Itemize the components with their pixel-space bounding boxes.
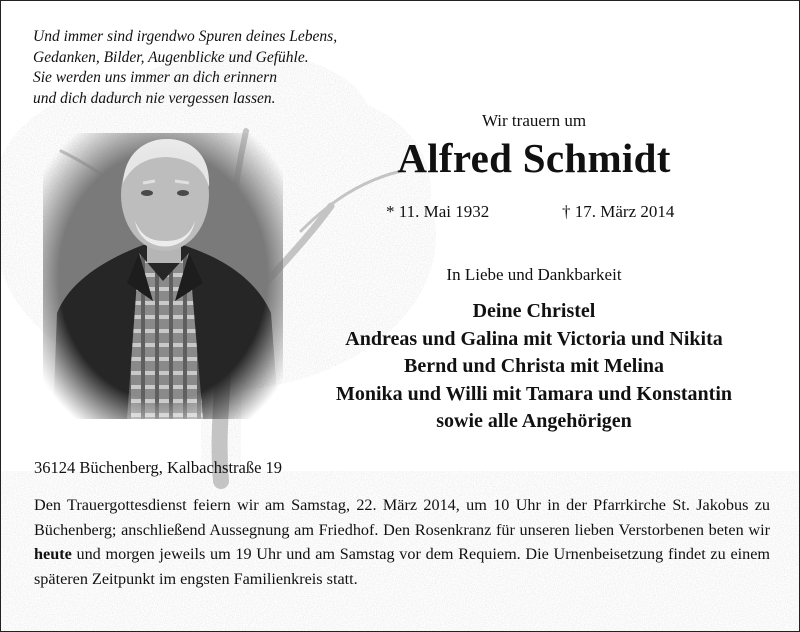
- family-intro: In Liebe und Dankbarkeit: [446, 265, 622, 284]
- life-dates: [386, 202, 706, 224]
- poem-line: Gedanken, Bilder, Augenblicke und Gefühle.: [33, 48, 309, 66]
- family-line: Deine Christel: [472, 300, 596, 322]
- deceased-name: Alfred Schmidt: [397, 135, 671, 181]
- service-details: [34, 493, 770, 591]
- family-line: Monika und Willi mit Tamara und Konstantin: [335, 382, 733, 405]
- birth-date: * 11. Mai 1932: [386, 202, 490, 221]
- poem-line: und dich dadurch nie vergessen lassen.: [33, 89, 276, 107]
- address: 36124 Büchenberg, Kalbachstraße 19: [34, 458, 283, 477]
- family-line: Andreas und Galina mit Victoria und Nikita: [345, 327, 723, 350]
- service-text: Den Trauergottesdienst feiern wir am Samstag, 22. März 2014, um 10 Uhr in der Pfarrkirche St. Jakobus zu Büchenberg; anschließend Aussegnung am Friedhof. Den Rosenkranz für unseren lieben Verstorbenen beten wir: [34, 496, 770, 539]
- poem-line: Sie werden uns immer an dich erinnern: [33, 69, 277, 86]
- mourning-intro: Wir trauern um: [481, 111, 587, 130]
- family-list: [301, 298, 767, 436]
- family-line: Bernd und Christa mit Melina: [403, 355, 665, 377]
- service-text-end: und morgen jeweils um 19 Uhr und am Samstag vor dem Requiem. Die Urnenbeisetzung findet zu einem späteren Zeitpunkt im engsten Familienkreis statt.: [34, 545, 770, 588]
- death-date: † 17. März 2014: [562, 202, 675, 221]
- service-emphasis: heute: [34, 545, 72, 563]
- poem: [33, 27, 337, 109]
- poem-line: Und immer sind irgendwo Spuren deines Lebens,: [33, 28, 338, 45]
- family-line: sowie alle Angehörigen: [436, 410, 632, 432]
